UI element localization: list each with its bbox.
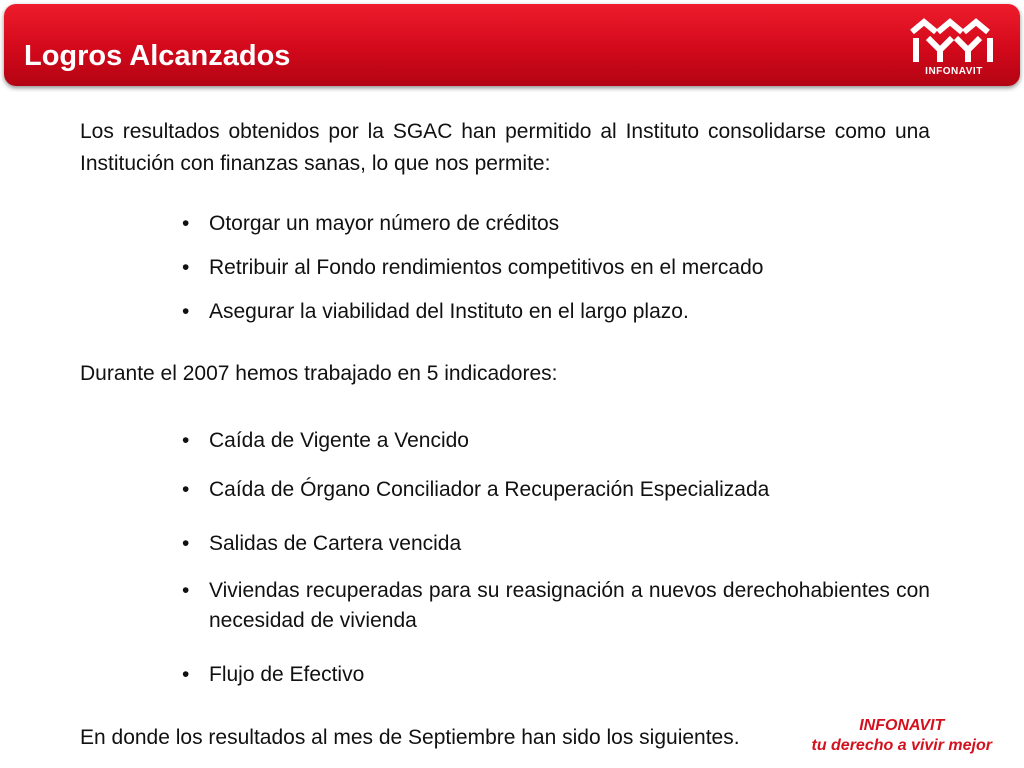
indicator-text: Caída de Vigente a Vencido bbox=[209, 429, 469, 452]
bullet-icon: • bbox=[182, 429, 190, 452]
benefit-item bbox=[182, 209, 930, 239]
infonavit-logo bbox=[904, 18, 1004, 84]
bullet-icon: • bbox=[182, 663, 190, 686]
slide-title: Logros Alcanzados bbox=[24, 40, 291, 72]
footer-slogan: tu derecho a vivir mejor bbox=[811, 737, 992, 754]
benefit-item bbox=[182, 297, 930, 327]
footer-brand-name: INFONAVIT bbox=[859, 717, 945, 734]
footer-brand bbox=[811, 716, 992, 756]
benefit-text: Asegurar la viabilidad del Instituto en el largo plazo. bbox=[209, 300, 689, 323]
bullet-icon: • bbox=[182, 212, 190, 235]
bullet-icon: • bbox=[182, 300, 190, 323]
closing-paragraph: En donde los resultados al mes de Septiembre han sido los siguientes. bbox=[80, 726, 740, 749]
indicator-text: Salidas de Cartera vencida bbox=[209, 532, 462, 555]
bullet-icon: • bbox=[182, 532, 190, 555]
indicator-text: Flujo de Efectivo bbox=[209, 663, 365, 686]
bullet-icon: • bbox=[182, 579, 190, 602]
indicator-item bbox=[182, 529, 930, 559]
indicator-text: Viviendas recuperadas para su reasignación a nuevos derechohabientes con necesidad de vivienda bbox=[209, 579, 930, 632]
bullet-icon: • bbox=[182, 478, 190, 501]
houses-logo-icon bbox=[904, 18, 1004, 64]
bullet-icon: • bbox=[182, 256, 190, 279]
title-bar bbox=[4, 4, 1020, 86]
intro-paragraph: Los resultados obtenidos por la SGAC han permitido al Instituto consolidarse como una Institución con finanzas sanas, lo que nos permite: bbox=[80, 120, 930, 175]
indicator-text: Caída de Órgano Conciliador a Recuperación Especializada bbox=[209, 478, 770, 501]
indicators-heading: Durante el 2007 hemos trabajado en 5 indicadores: bbox=[80, 362, 558, 385]
indicator-item bbox=[182, 576, 930, 636]
benefit-text: Retribuir al Fondo rendimientos competitivos en el mercado bbox=[209, 256, 764, 279]
logo-wordmark: INFONAVIT bbox=[925, 66, 983, 77]
indicator-item bbox=[182, 426, 930, 456]
indicator-item bbox=[182, 660, 930, 690]
benefit-item bbox=[182, 253, 930, 283]
indicator-item bbox=[182, 475, 930, 505]
benefit-text: Otorgar un mayor número de créditos bbox=[209, 212, 560, 235]
